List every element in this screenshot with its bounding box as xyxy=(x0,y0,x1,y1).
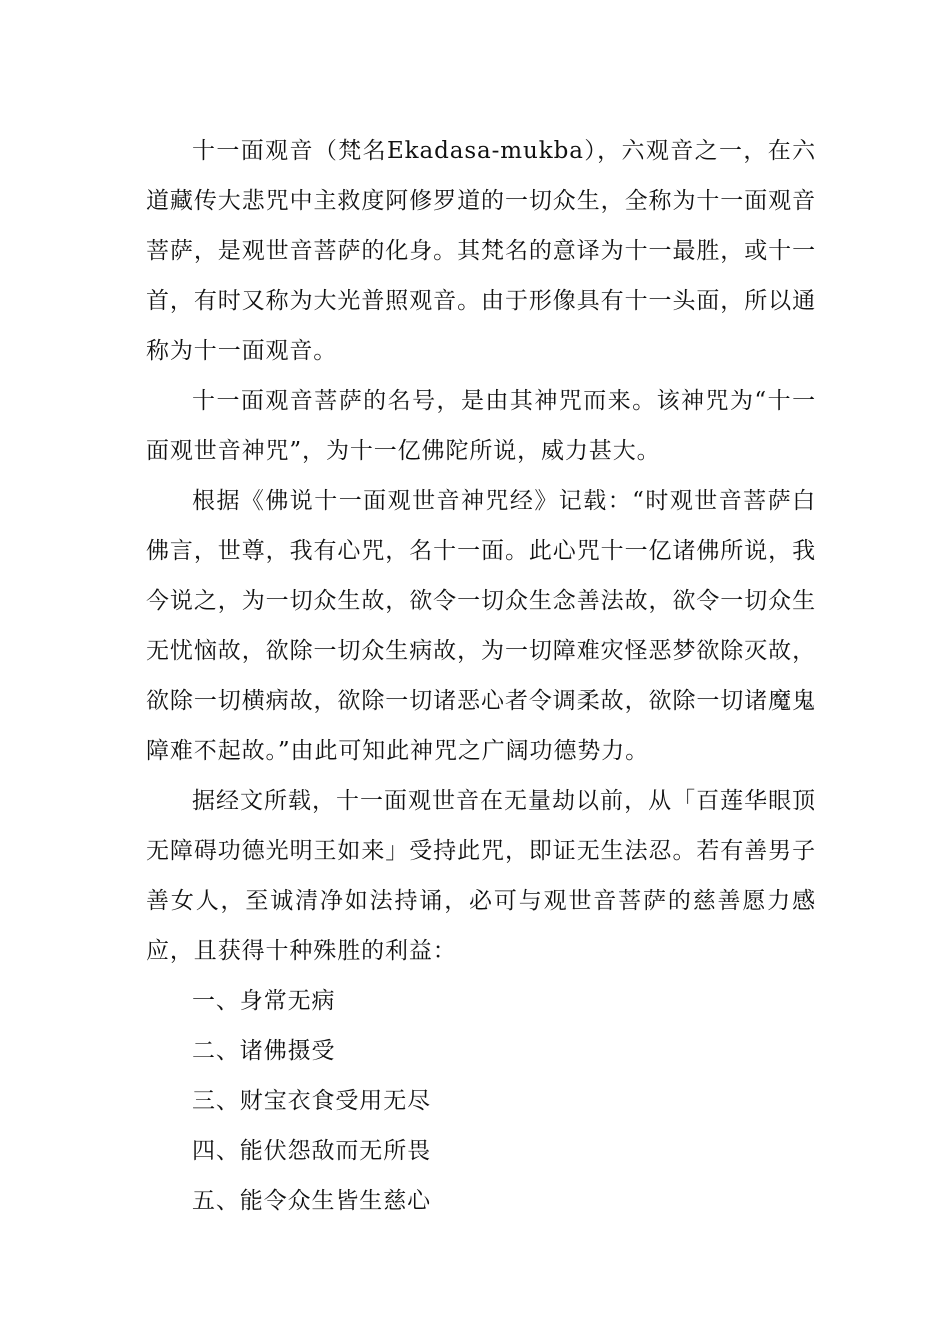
benefit-item: 一、身常无病 xyxy=(192,988,336,1014)
paragraph-name-origin: 十一面观音菩萨的名号，是由其神咒而来。该神咒为“十一面观世音神咒”，为十一亿佛陀所说，威力甚大。 xyxy=(146,388,816,464)
paragraph-intro: 十一面观音（梵名Ekadasa-mukba），六观音之一，在六道藏传大悲咒中主救度阿修罗道的一切众生，全称为十一面观音菩萨，是观世音菩萨的化身。其梵名的意译为十一最胜，或十一首，有时又称为大光普照观音。由于形像具有十一头面，所以通称为十一面观音。 xyxy=(146,138,816,364)
benefit-item: 五、能令众生皆生慈心 xyxy=(192,1188,431,1214)
document-body xyxy=(146,126,816,1226)
paragraph-sutra-quote: 根据《佛说十一面观世音神咒经》记载：“时观世音菩萨白佛言，世尊，我有心咒，名十一面。此心咒十一亿诸佛所说，我今说之，为一切众生故，欲令一切众生念善法故，欲令一切众生无忧恼故，欲除一切众生病故，为一切障难灾怪恶梦欲除灭故，欲除一切横病故，欲除一切诸恶心者令调柔故，欲除一切诸魔鬼障难不起故。”由此可知此神咒之广阔功德势力。 xyxy=(146,488,816,764)
benefit-item: 四、能伏怨敌而无所畏 xyxy=(192,1138,431,1164)
paragraph-benefits-intro: 据经文所载，十一面观世音在无量劫以前，从「百莲华眼顶无障碍功德光明王如来」受持此咒，即证无生法忍。若有善男子善女人，至诚清净如法持诵，必可与观世音菩萨的慈善愿力感应，且获得十种殊胜的利益： xyxy=(146,788,816,964)
benefit-item: 三、财宝衣食受用无尽 xyxy=(192,1088,431,1114)
benefit-item: 二、诸佛摄受 xyxy=(192,1038,336,1064)
